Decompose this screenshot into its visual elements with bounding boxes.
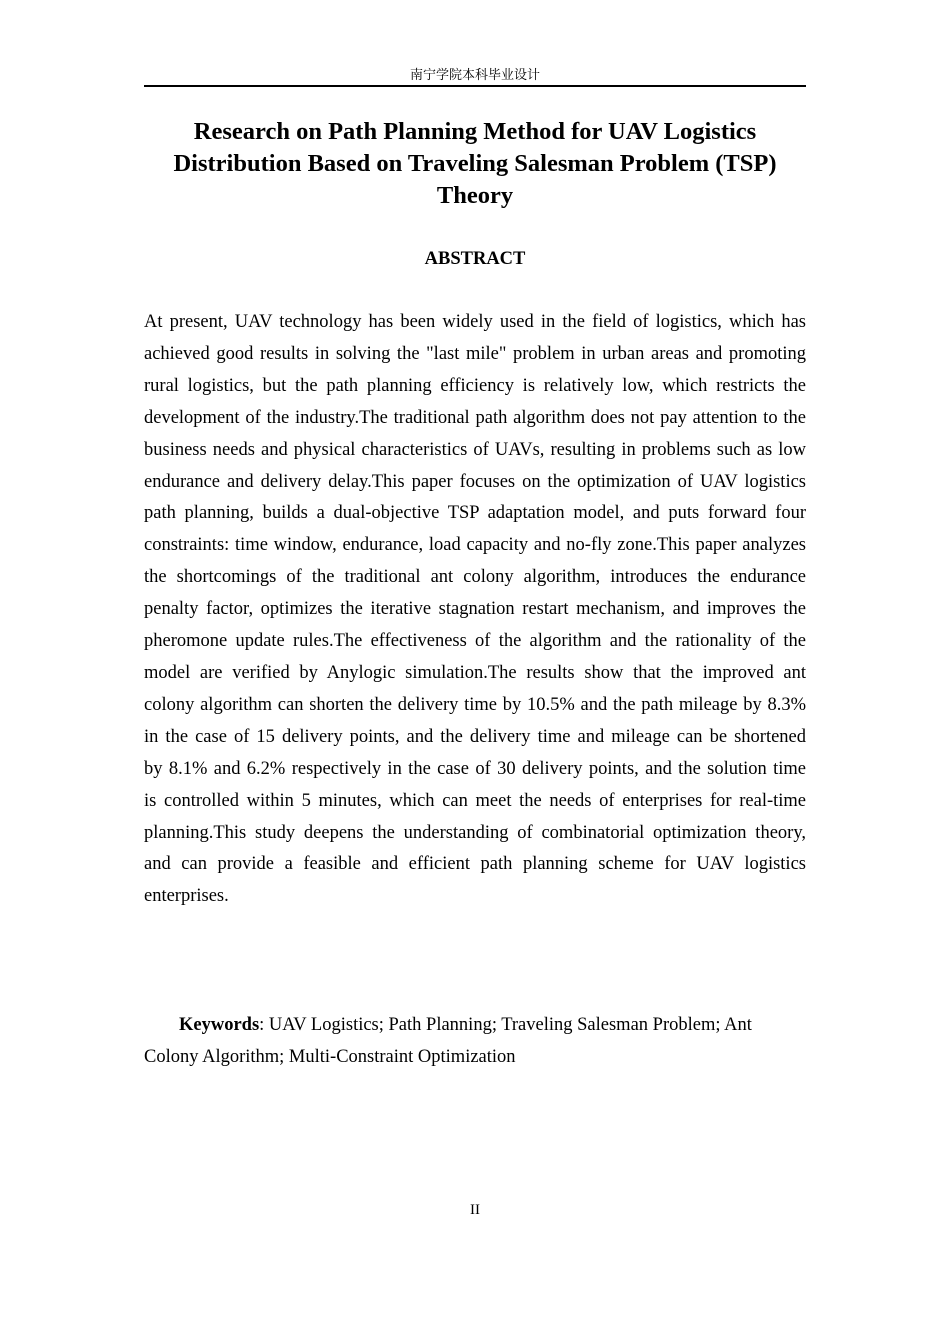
document-title: Research on Path Planning Method for UAV Logistics Distribution Based on Traveling Salesman Problem (TSP) Theory: [173, 118, 777, 209]
keywords-paragraph: [144, 1009, 806, 1073]
running-header: 南宁学院本科毕业设计: [409, 67, 540, 82]
abstract-body: At present, UAV technology has been widely used in the field of logistics, which has achieved good results in solving the "last mile" problem in urban areas and promoting rural logistics, but the path planning efficiency is relatively low, which restricts the development of the industry.The traditional path algorithm does not pay attention to the business needs and physical characteristics of UAVs, resulting in problems such as low endurance and delivery delay.This paper focuses on the optimization of UAV logistics path planning, builds a dual-objective TSP adaptation model, and puts forward four constraints: time window, endurance, load capacity and no-fly zone.This paper analyzes the shortcomings of the traditional ant colony algorithm, introduces the endurance penalty factor, optimizes the iterative stagnation restart mechanism, and improves the pheromone update rules.The effectiveness of the algorithm and the rationality of the model are verified by Anylogic simulation.The results show that the improved ant colony algorithm can shorten the delivery time by 10.5% and the path mileage by 8.3% in the case of 15 delivery points, and the delivery time and mileage can be shortened by 8.1% and 6.2% respectively in the case of 30 delivery points, and the solution time is controlled within 5 minutes, which can meet the needs of enterprises for real-time planning.This study deepens the understanding of combinatorial optimization theory, and can provide a feasible and efficient path planning scheme for UAV logistics enterprises.: [144, 312, 806, 907]
keywords-list: : UAV Logistics; Path Planning; Traveling Salesman Problem; Ant Colony Algorithm; Multi-Constraint Optimization: [144, 1015, 752, 1067]
abstract-heading: ABSTRACT: [424, 249, 526, 269]
keywords-label: Keywords: [179, 1015, 260, 1035]
header-rule: [144, 85, 806, 87]
page-number: II: [470, 1202, 480, 1218]
